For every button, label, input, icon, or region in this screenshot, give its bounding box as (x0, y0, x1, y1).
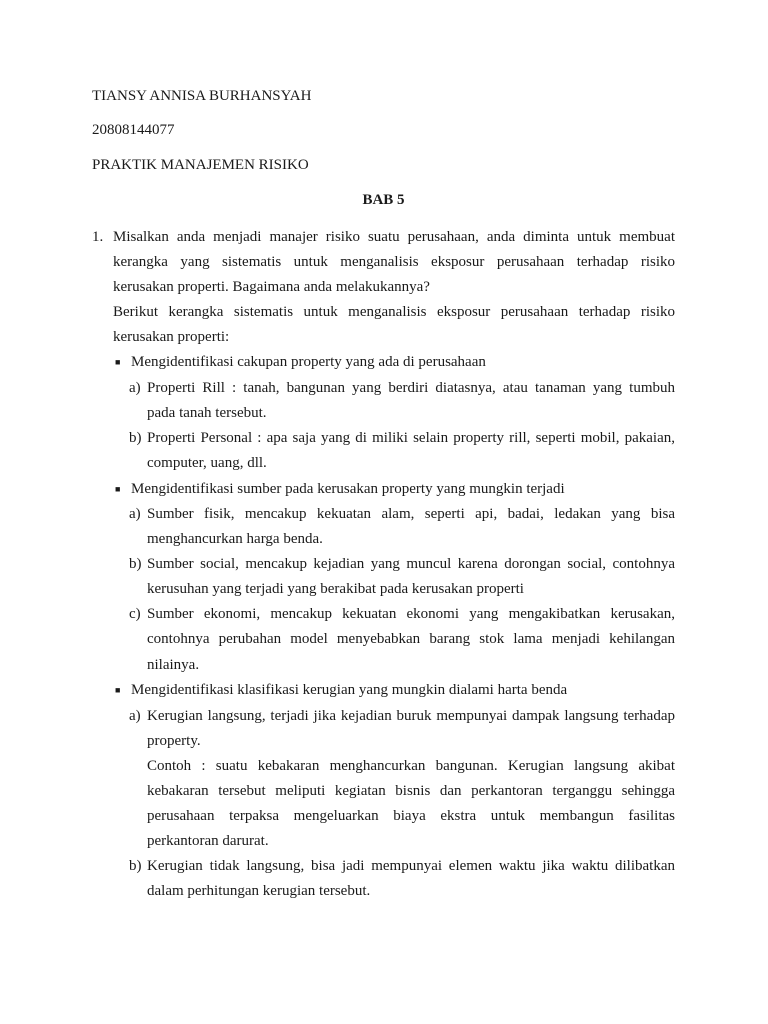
item-marker: c) (129, 606, 141, 622)
item-marker: a) (129, 380, 141, 396)
item-line: Sumber social, mencakup kejadian yang muncul karena dorongan social, contohnya (147, 556, 675, 572)
section-title: Mengidentifikasi klasifikasi kerugian yang mungkin dialami harta benda (131, 682, 568, 698)
answer-intro-line: Berikut kerangka sistematis untuk menganalisis eksposur perusahaan terhadap risiko (113, 304, 675, 320)
item-line: Kerugian langsung, terjadi jika kejadian buruk mempunyai dampak langsung terhadap (147, 708, 675, 724)
item-line: nilainya. (147, 657, 200, 673)
item-line: pada tanah tersebut. (147, 405, 267, 421)
item-marker: b) (129, 430, 142, 446)
item-marker: a) (129, 506, 141, 522)
item-line: Kerugian tidak langsung, bisa jadi mempunyai elemen waktu jika waktu dilibatkan (147, 858, 675, 874)
example-line: Contoh : suatu kebakaran menghancurkan bangunan. Kerugian langsung akibat (147, 758, 675, 774)
question-line: kerangka yang sistematis untuk menganalisis eksposur perusahaan terhadap risiko (113, 254, 675, 270)
section-title: Mengidentifikasi cakupan property yang ada di perusahaan (131, 354, 486, 370)
square-bullet-icon: ■ (115, 357, 121, 367)
item-line: Sumber fisik, mencakup kekuatan alam, seperti api, badai, ledakan yang bisa (147, 506, 675, 522)
item-marker: a) (129, 708, 141, 724)
item-marker: b) (129, 858, 142, 874)
example-line: perusahaan terpaksa mengeluarkan biaya ekstra untuk membangun fasilitas (147, 808, 675, 824)
item-line: kerusuhan yang terjadi yang berakibat pada kerusakan properti (147, 581, 524, 597)
example-line: perkantoran darurat. (147, 833, 269, 849)
question-line: Misalkan anda menjadi manajer risiko suatu perusahaan, anda diminta untuk membuat (113, 229, 675, 245)
item-line: Properti Rill : tanah, bangunan yang berdiri diatasnya, atau tanaman yang tumbuh (147, 380, 675, 396)
answer-intro-line: kerusakan properti: (113, 329, 230, 345)
student-id: 20808144077 (92, 122, 175, 138)
square-bullet-icon: ■ (115, 484, 121, 494)
author-name: TIANSY ANNISA BURHANSYAH (92, 88, 312, 104)
item-line: Properti Personal : apa saja yang di miliki selain property rill, seperti mobil, pakaian, (147, 430, 675, 446)
item-marker: b) (129, 556, 142, 572)
section-title: Mengidentifikasi sumber pada kerusakan property yang mungkin terjadi (131, 481, 565, 497)
item-line: computer, uang, dll. (147, 455, 267, 471)
example-line: kebakaran tersebut meliputi kegiatan bisnis dan perkantoran terganggu sehingga (147, 783, 675, 799)
chapter-heading: BAB 5 (362, 192, 405, 208)
question-line: kerusakan properti. Bagaimana anda melakukannya? (113, 279, 430, 295)
question-number: 1. (92, 229, 104, 245)
course-title: PRAKTIK MANAJEMEN RISIKO (92, 157, 309, 173)
item-line: dalam perhitungan kerugian tersebut. (147, 883, 371, 899)
item-line: Sumber ekonomi, mencakup kekuatan ekonomi yang mengakibatkan kerusakan, (147, 606, 675, 622)
item-line: contohnya perubahan model menyebabkan barang stok lama menjadi kehilangan (147, 631, 675, 647)
item-line: menghancurkan harga benda. (147, 531, 323, 547)
square-bullet-icon: ■ (115, 685, 121, 695)
item-line: property. (147, 733, 201, 749)
